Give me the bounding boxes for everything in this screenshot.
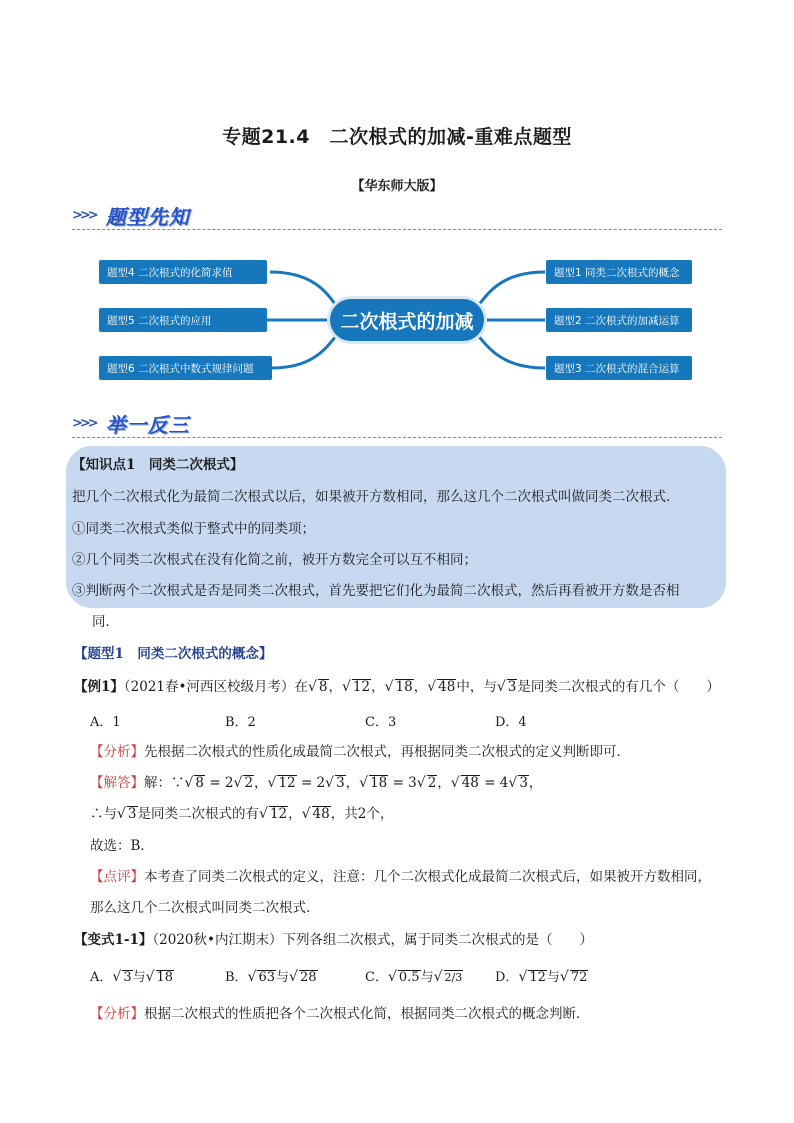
knowledge-definition: 把几个二次根式化为最简二次根式以后，如果被开方数相同，那么这几个二次根式叫做同类二次根式． bbox=[72, 489, 680, 505]
type1-heading: 【题型1 同类二次根式的概念】 bbox=[74, 646, 273, 662]
sqrt-symbol: √ bbox=[508, 775, 518, 791]
sqrt-symbol: √ bbox=[307, 679, 317, 695]
knowledge-point-1: ①同类二次根式类似于整式中的同类项； bbox=[72, 521, 315, 537]
banner-practice bbox=[72, 410, 190, 436]
sqrt-symbol: √ bbox=[233, 775, 243, 791]
banner-text: 题型先知 bbox=[105, 204, 190, 229]
radicand: 63 bbox=[258, 970, 276, 985]
example-source: （2021春•河西区校级月考）在 bbox=[123, 679, 308, 695]
variant-option-b bbox=[225, 966, 318, 985]
option-letter: B． bbox=[225, 970, 248, 985]
sqrt-symbol: √ bbox=[145, 969, 155, 985]
sqrt-symbol: √ bbox=[325, 775, 335, 791]
conclusion-b: 是同类二次根式的有 bbox=[137, 806, 260, 822]
question-mid: 中，与 bbox=[456, 679, 497, 695]
example1-question: 【例1】（2021春•河西区校级月考）在√ 8，√ 12，√ 18，√ 48中，与√ 3是同类二次根式的有几个（ ） bbox=[74, 679, 720, 695]
option-b: B．2 bbox=[225, 715, 256, 730]
with-word: 与 bbox=[276, 970, 290, 985]
conclusion-c: ，共2个， bbox=[330, 806, 394, 822]
equals-coef: = 4 bbox=[484, 775, 509, 791]
option-c: C．3 bbox=[365, 715, 397, 730]
radicand: 0.5 bbox=[398, 970, 420, 985]
sqrt-symbol: √ bbox=[496, 679, 506, 695]
variant1-1-question bbox=[74, 930, 593, 950]
radicand: 3 bbox=[519, 775, 528, 791]
page-title: 专题21.4 二次根式的加减-重难点题型 bbox=[222, 126, 572, 148]
sqrt-symbol: √ bbox=[259, 806, 268, 822]
example1-comment-cont: 那么这几个二次根式叫同类二次根式． bbox=[90, 900, 320, 916]
analysis-text: 根据二次根式的性质把各个二次根式化简，根据同类二次根式的概念判断． bbox=[144, 1006, 590, 1022]
sqrt-symbol: √ bbox=[559, 969, 569, 985]
sqrt-symbol: √ bbox=[301, 806, 311, 822]
knowledge-heading: 【知识点1 同类二次根式】 bbox=[72, 457, 244, 473]
knowledge-point-3: ③判断两个二次根式是否是同类二次根式，首先要把它们化为最简二次根式，然后再看被开方数是否相 bbox=[72, 583, 680, 599]
triple-arrow-icon: >>> bbox=[72, 207, 96, 223]
option-letter: C． bbox=[365, 970, 388, 985]
radicand: 12 bbox=[352, 679, 371, 695]
option-d: D．4 bbox=[495, 715, 527, 730]
with-word: 与 bbox=[420, 970, 434, 985]
answer-tag: 【解答】 bbox=[90, 775, 144, 791]
radicand: 3 bbox=[507, 679, 517, 695]
option-letter: A． bbox=[90, 970, 113, 985]
radicand: 28 bbox=[299, 970, 317, 985]
example1-answer: 【解答】解：∵√ 8 = 2√ 2，√ 12 = 2√ 3，√ 18 = 3√ 2，√ 48 = 4√ 3， bbox=[90, 775, 543, 791]
mindmap-node-type1: 题型1 同类二次根式的概念 bbox=[546, 260, 692, 284]
variant-label: 【变式1-1】 bbox=[74, 932, 153, 948]
radicand: 12 bbox=[269, 806, 288, 822]
dashed-divider bbox=[72, 229, 722, 230]
mindmap-center-node: 二次根式的加减 bbox=[327, 296, 487, 344]
example1-comment bbox=[90, 867, 711, 887]
radicand: 18 bbox=[370, 775, 388, 791]
sqrt-symbol: √ bbox=[433, 969, 443, 985]
answer-prefix: 解：∵ bbox=[144, 775, 185, 791]
radicand: 2 bbox=[427, 775, 437, 791]
radicand: 48 bbox=[461, 775, 479, 791]
option-letter: D． bbox=[495, 970, 519, 985]
analysis-tag: 【分析】 bbox=[90, 744, 144, 760]
radicand: 18 bbox=[395, 679, 413, 695]
radicand: 48 bbox=[438, 679, 456, 695]
comment-tag: 【点评】 bbox=[90, 869, 144, 885]
variant1-1-analysis bbox=[90, 1004, 590, 1024]
dashed-divider bbox=[72, 437, 722, 438]
analysis-text: 先根据二次根式的性质化成最简二次根式，再根据同类二次根式的定义判断即可． bbox=[144, 744, 630, 760]
radicand: 3 bbox=[127, 806, 137, 822]
variant-option-d bbox=[495, 966, 588, 985]
variant-option-a bbox=[90, 966, 174, 985]
sqrt-symbol: √ bbox=[450, 775, 460, 791]
analysis-tag: 【分析】 bbox=[90, 1006, 144, 1022]
sqrt-symbol: √ bbox=[384, 679, 394, 695]
mindmap-node-type4: 题型4 二次根式的化简求值 bbox=[99, 260, 267, 284]
banner-question-types bbox=[72, 202, 190, 228]
triple-arrow-icon: >>> bbox=[72, 415, 96, 431]
radicand: 12 bbox=[529, 970, 546, 985]
sqrt-symbol: √ bbox=[427, 679, 437, 695]
mindmap-node-type3: 题型3 二次根式的混合运算 bbox=[546, 356, 692, 380]
example-label: 【例1】 bbox=[74, 679, 124, 695]
sqrt-symbol: √ bbox=[117, 806, 126, 822]
sqrt-symbol: √ bbox=[359, 775, 369, 791]
radicand: 8 bbox=[195, 775, 205, 791]
sqrt-symbol: √ bbox=[518, 969, 528, 985]
radicand-fraction: 2/3 bbox=[444, 971, 463, 984]
sqrt-symbol: √ bbox=[387, 969, 397, 985]
equals-coef: = 2 bbox=[209, 775, 234, 791]
radicand: 12 bbox=[278, 775, 296, 791]
equals-coef: = 2 bbox=[300, 775, 326, 791]
radicand: 72 bbox=[570, 970, 588, 985]
radicand: 3 bbox=[336, 775, 345, 791]
knowledge-point-2: ②几个同类二次根式在没有化简之前，被开方数完全可以互不相同； bbox=[72, 552, 477, 568]
question-tail: 是同类二次根式的有几个（ ） bbox=[517, 679, 720, 695]
banner-text: 举一反三 bbox=[105, 412, 190, 437]
radicand: 18 bbox=[156, 970, 174, 985]
radicand: 2 bbox=[244, 775, 254, 791]
conclusion-a: ∴与 bbox=[90, 806, 117, 822]
with-word: 与 bbox=[546, 970, 560, 985]
example1-conclusion: ∴与√ 3是同类二次根式的有√ 12，√ 48，共2个， bbox=[90, 806, 394, 822]
comment-text: 本考查了同类二次根式的定义，注意：几个二次根式化成最简二次根式后，如果被开方数相同， bbox=[144, 869, 711, 885]
radicand: 8 bbox=[318, 679, 328, 695]
mindmap-node-type5: 题型5 二次根式的应用 bbox=[99, 308, 267, 332]
example1-analysis bbox=[90, 742, 630, 762]
mindmap-node-type2: 题型2 二次根式的加减运算 bbox=[546, 308, 692, 332]
option-a: A．1 bbox=[90, 715, 121, 730]
edition-label: 【华东师大版】 bbox=[351, 179, 443, 194]
knowledge-point-3-cont: 同． bbox=[92, 614, 119, 630]
equals-coef: = 3 bbox=[392, 775, 417, 791]
variant-option-c bbox=[365, 966, 463, 985]
variant-source: （2020秋•内江期末）下列各组二次根式，属于同类二次根式的是（ ） bbox=[152, 932, 593, 948]
sqrt-symbol: √ bbox=[247, 969, 257, 985]
sqrt-symbol: √ bbox=[342, 679, 351, 695]
sqrt-symbol: √ bbox=[267, 775, 277, 791]
with-word: 与 bbox=[132, 970, 146, 985]
sqrt-symbol: √ bbox=[416, 775, 426, 791]
sqrt-symbol: √ bbox=[184, 775, 194, 791]
sqrt-symbol: √ bbox=[112, 969, 122, 985]
example1-choice: 故选：B． bbox=[90, 838, 154, 854]
radicand: 3 bbox=[123, 970, 132, 985]
radicand: 48 bbox=[312, 806, 330, 822]
mindmap-node-type6: 题型6 二次根式中数式规律问题 bbox=[99, 356, 272, 380]
sqrt-symbol: √ bbox=[289, 969, 298, 985]
